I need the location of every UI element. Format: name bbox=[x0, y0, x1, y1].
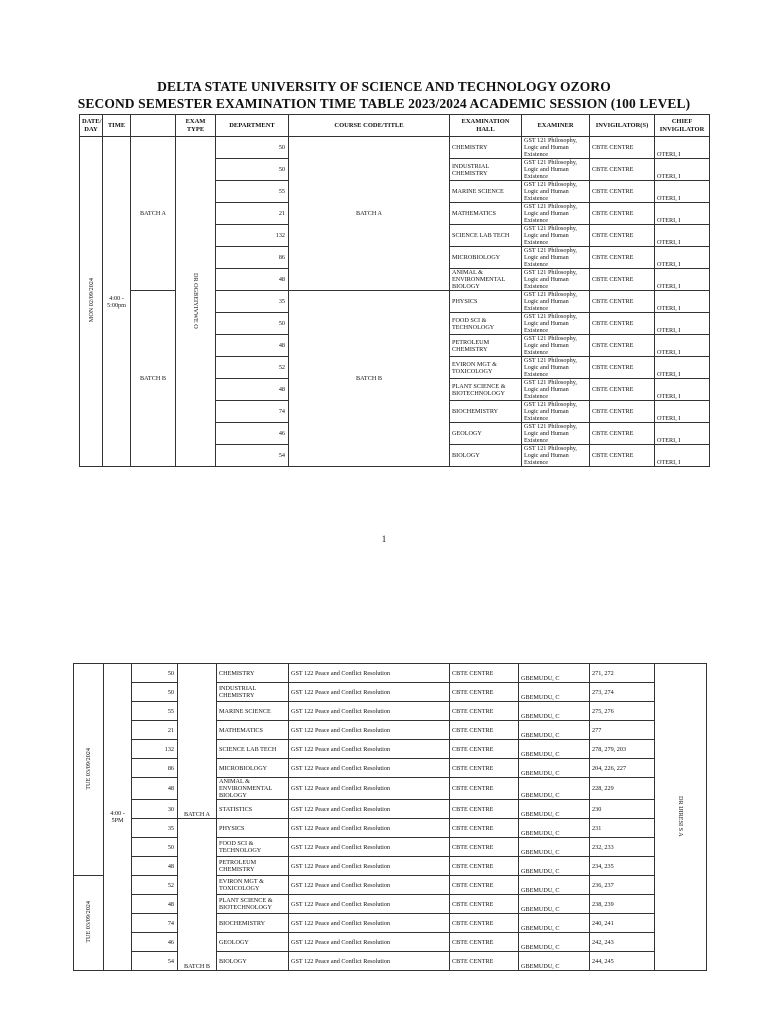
examiner-cell: GBEMUDU, C bbox=[519, 838, 590, 857]
student-count: 52 bbox=[132, 876, 178, 895]
invigilator-cell: 232, 233 bbox=[590, 838, 655, 857]
examiner-cell: GBEMUDU, C bbox=[519, 683, 590, 702]
hall-cell: CBTE CENTRE bbox=[450, 819, 519, 838]
hall-cell: CBTE CENTRE bbox=[450, 838, 519, 857]
department-cell: INDUSTRIAL CHEMISTRY bbox=[450, 159, 522, 181]
hall-cell: CBTE CENTRE bbox=[450, 721, 519, 740]
document-subtitle: SECOND SEMESTER EXAMINATION TIME TABLE 2023/2024 ACADEMIC SESSION (100 LEVEL) bbox=[77, 96, 691, 111]
department-cell: INDUSTRIAL CHEMISTRY bbox=[217, 683, 289, 702]
department-cell: BIOLOGY bbox=[217, 952, 289, 971]
student-count: 132 bbox=[132, 740, 178, 759]
date-cell-a-text: TUE 03/09/2024 bbox=[85, 747, 92, 790]
table-row bbox=[80, 291, 710, 313]
course-cell: GST 121 Philosophy, Logic and Human Existence bbox=[522, 313, 590, 335]
examiner-cell: GBEMUDU, C bbox=[519, 857, 590, 876]
time-cell bbox=[104, 664, 132, 971]
department-cell: MATHEMATICS bbox=[217, 721, 289, 740]
student-count: 50 bbox=[216, 137, 289, 159]
timetable-page1 bbox=[79, 114, 710, 467]
batch-b-cell bbox=[131, 291, 176, 467]
course-cell: GST 122 Peace and Conflict Resolution bbox=[289, 702, 450, 721]
department-cell: PHYSICS bbox=[217, 819, 289, 838]
batch-b-cell bbox=[178, 819, 217, 971]
hall-cell: CBTE CENTRE bbox=[590, 335, 655, 357]
examiner-cell: OTERI, I bbox=[655, 269, 710, 291]
course-cell: GST 121 Philosophy, Logic and Human Existence bbox=[522, 401, 590, 423]
student-count: 86 bbox=[132, 759, 178, 778]
invigilator-cell: 240, 241 bbox=[590, 914, 655, 933]
chief-invigilator-cell-text: DR OGBEIYIVWE O bbox=[192, 272, 199, 329]
course-cell: GST 121 Philosophy, Logic and Human Existence bbox=[522, 291, 590, 313]
course-cell: GST 122 Peace and Conflict Resolution bbox=[289, 800, 450, 819]
document-title: DELTA STATE UNIVERSITY OF SCIENCE AND TECHNOLOGY OZORO bbox=[157, 79, 611, 94]
invigilator-cell: 278, 279, 203 bbox=[590, 740, 655, 759]
hall-cell: CBTE CENTRE bbox=[450, 876, 519, 895]
table-row bbox=[74, 740, 707, 759]
hall-cell: CBTE CENTRE bbox=[450, 759, 519, 778]
hall-cell: CBTE CENTRE bbox=[590, 313, 655, 335]
page-number: 1 bbox=[381, 534, 387, 544]
hall-cell: CBTE CENTRE bbox=[450, 914, 519, 933]
table-row bbox=[74, 664, 707, 683]
course-cell: GST 122 Peace and Conflict Resolution bbox=[289, 778, 450, 800]
hall-cell: CBTE CENTRE bbox=[590, 203, 655, 225]
student-count: 35 bbox=[132, 819, 178, 838]
hall-cell: CBTE CENTRE bbox=[450, 857, 519, 876]
table-row bbox=[80, 137, 710, 159]
course-cell: GST 122 Peace and Conflict Resolution bbox=[289, 819, 450, 838]
student-count: 46 bbox=[132, 933, 178, 952]
table-row bbox=[74, 759, 707, 778]
examiner-cell: OTERI, I bbox=[655, 357, 710, 379]
course-cell: GST 121 Philosophy, Logic and Human Existence bbox=[522, 423, 590, 445]
examiner-cell: GBEMUDU, C bbox=[519, 800, 590, 819]
col-exam-type: EXAM TYPE bbox=[176, 115, 216, 137]
examiner-cell: OTERI, I bbox=[655, 401, 710, 423]
examiner-cell: OTERI, I bbox=[655, 379, 710, 401]
col-time: TIME bbox=[103, 115, 131, 137]
batch-a-cell bbox=[131, 137, 176, 291]
student-count: 54 bbox=[132, 952, 178, 971]
examiner-cell: OTERI, I bbox=[655, 291, 710, 313]
hall-cell: CBTE CENTRE bbox=[590, 137, 655, 159]
table-row bbox=[74, 933, 707, 952]
examiner-cell: OTERI, I bbox=[655, 335, 710, 357]
course-cell: GST 122 Peace and Conflict Resolution bbox=[289, 952, 450, 971]
table-row bbox=[74, 721, 707, 740]
department-cell: PLANT SCIENCE & BIOTECHNOLOGY bbox=[450, 379, 522, 401]
course-cell: GST 122 Peace and Conflict Resolution bbox=[289, 664, 450, 683]
department-cell: BIOCHEMISTRY bbox=[217, 914, 289, 933]
department-cell: BIOCHEMISTRY bbox=[450, 401, 522, 423]
course-cell: GST 122 Peace and Conflict Resolution bbox=[289, 683, 450, 702]
date-cell-b bbox=[74, 876, 104, 971]
invigilator-cell: 273, 274 bbox=[590, 683, 655, 702]
student-count: 21 bbox=[216, 203, 289, 225]
course-cell: GST 121 Philosophy, Logic and Human Existence bbox=[522, 335, 590, 357]
department-cell: ANIMAL & ENVIRONMENTAL BIOLOGY bbox=[217, 778, 289, 800]
student-count: 54 bbox=[216, 445, 289, 467]
department-cell: PETROLEUM CHEMISTRY bbox=[450, 335, 522, 357]
course-cell: GST 121 Philosophy, Logic and Human Existence bbox=[522, 379, 590, 401]
department-cell: MICROBIOLOGY bbox=[217, 759, 289, 778]
time-cell-text: 4:00 - 5PM bbox=[110, 810, 125, 824]
hall-cell: CBTE CENTRE bbox=[450, 702, 519, 721]
course-cell: GST 121 Philosophy, Logic and Human Existence bbox=[522, 137, 590, 159]
invigilator-cell: 244, 245 bbox=[590, 952, 655, 971]
examiner-cell: GBEMUDU, C bbox=[519, 952, 590, 971]
department-cell: SCIENCE LAB TECH bbox=[217, 740, 289, 759]
student-count: 21 bbox=[132, 721, 178, 740]
hall-cell: CBTE CENTRE bbox=[450, 664, 519, 683]
department-cell: GEOLOGY bbox=[450, 423, 522, 445]
examiner-cell: GBEMUDU, C bbox=[519, 664, 590, 683]
examiner-cell: GBEMUDU, C bbox=[519, 933, 590, 952]
examiner-cell: OTERI, I bbox=[655, 203, 710, 225]
department-cell: STATISTICS bbox=[217, 800, 289, 819]
department-cell: EVIRON MGT & TOXICOLOGY bbox=[450, 357, 522, 379]
table-row bbox=[74, 778, 707, 800]
course-cell: GST 121 Philosophy, Logic and Human Existence bbox=[522, 159, 590, 181]
col-department: DEPARTMENT bbox=[216, 115, 289, 137]
department-cell: EVIRON MGT & TOXICOLOGY bbox=[217, 876, 289, 895]
examiner-cell: OTERI, I bbox=[655, 247, 710, 269]
examiner-cell: OTERI, I bbox=[655, 225, 710, 247]
course-cell: GST 121 Philosophy, Logic and Human Existence bbox=[522, 225, 590, 247]
batch-b-cell-text: BATCH B bbox=[140, 375, 166, 382]
col-course: COURSE CODE/TITLE bbox=[289, 115, 450, 137]
hall-cell: CBTE CENTRE bbox=[590, 379, 655, 401]
invigilator-cell: 204, 226, 227 bbox=[590, 759, 655, 778]
hall-cell: CBTE CENTRE bbox=[450, 683, 519, 702]
table-row bbox=[74, 702, 707, 721]
student-count: 30 bbox=[132, 800, 178, 819]
table-row bbox=[74, 838, 707, 857]
batch-b-cell-text: BATCH B bbox=[184, 963, 210, 970]
course-cell: GST 122 Peace and Conflict Resolution bbox=[289, 838, 450, 857]
hall-cell: CBTE CENTRE bbox=[590, 423, 655, 445]
course-cell: GST 122 Peace and Conflict Resolution bbox=[289, 914, 450, 933]
course-cell: GST 121 Philosophy, Logic and Human Existence bbox=[522, 445, 590, 467]
department-cell: CHEMISTRY bbox=[450, 137, 522, 159]
student-count: 48 bbox=[216, 335, 289, 357]
hall-cell: CBTE CENTRE bbox=[590, 181, 655, 203]
hall-cell: CBTE CENTRE bbox=[450, 778, 519, 800]
course-cell: GST 122 Peace and Conflict Resolution bbox=[289, 933, 450, 952]
course-cell: GST 122 Peace and Conflict Resolution bbox=[289, 857, 450, 876]
department-cell: FOOD SCI & TECHNOLOGY bbox=[450, 313, 522, 335]
department-cell: MARINE SCIENCE bbox=[217, 702, 289, 721]
student-count: 52 bbox=[216, 357, 289, 379]
examiner-cell: GBEMUDU, C bbox=[519, 819, 590, 838]
student-count: 55 bbox=[216, 181, 289, 203]
hall-cell: CBTE CENTRE bbox=[590, 247, 655, 269]
course-cell: GST 122 Peace and Conflict Resolution bbox=[289, 721, 450, 740]
invigilator-cell: 231 bbox=[590, 819, 655, 838]
table-row bbox=[74, 857, 707, 876]
date-cell-text: MON 02/09/2024 bbox=[87, 278, 95, 323]
invigilator-cell: 230 bbox=[590, 800, 655, 819]
examiner-cell: OTERI, I bbox=[655, 423, 710, 445]
department-cell: PHYSICS bbox=[450, 291, 522, 313]
hall-cell: CBTE CENTRE bbox=[450, 952, 519, 971]
invigilator-cell: 238, 239 bbox=[590, 895, 655, 914]
department-cell: MATHEMATICS bbox=[450, 203, 522, 225]
examiner-cell: OTERI, I bbox=[655, 313, 710, 335]
student-count: 55 bbox=[132, 702, 178, 721]
invigilator-cell: 275, 276 bbox=[590, 702, 655, 721]
department-cell: PETROLEUM CHEMISTRY bbox=[217, 857, 289, 876]
batch-a-cell-text: BATCH A bbox=[356, 210, 382, 217]
table-row bbox=[74, 895, 707, 914]
col-date: DATE/ DAY bbox=[80, 115, 103, 137]
student-count: 50 bbox=[132, 664, 178, 683]
hall-cell: CBTE CENTRE bbox=[590, 401, 655, 423]
time-cell-text: 4:00 - 5:00pm bbox=[107, 294, 126, 309]
examiner-cell: GBEMUDU, C bbox=[519, 721, 590, 740]
time-cell bbox=[103, 137, 131, 467]
table-row bbox=[74, 800, 707, 819]
hall-cell: CBTE CENTRE bbox=[590, 291, 655, 313]
student-count: 48 bbox=[216, 379, 289, 401]
student-count: 50 bbox=[216, 159, 289, 181]
department-cell: BIOLOGY bbox=[450, 445, 522, 467]
examiner-cell: GBEMUDU, C bbox=[519, 740, 590, 759]
examiner-cell: GBEMUDU, C bbox=[519, 895, 590, 914]
department-cell: GEOLOGY bbox=[217, 933, 289, 952]
batch-a-cell bbox=[289, 137, 450, 291]
student-count: 50 bbox=[216, 313, 289, 335]
batch-a-cell-text: BATCH A bbox=[140, 210, 166, 217]
hall-cell: CBTE CENTRE bbox=[590, 225, 655, 247]
table-row bbox=[74, 914, 707, 933]
course-cell: GST 122 Peace and Conflict Resolution bbox=[289, 876, 450, 895]
hall-cell: CBTE CENTRE bbox=[590, 445, 655, 467]
batch-a-cell bbox=[178, 664, 217, 819]
course-cell: GST 122 Peace and Conflict Resolution bbox=[289, 895, 450, 914]
batch-b-cell-text: BATCH B bbox=[356, 375, 382, 382]
hall-cell: CBTE CENTRE bbox=[450, 895, 519, 914]
student-count: 74 bbox=[216, 401, 289, 423]
course-cell: GST 121 Philosophy, Logic and Human Existence bbox=[522, 269, 590, 291]
student-count: 74 bbox=[132, 914, 178, 933]
invigilator-cell: 242, 243 bbox=[590, 933, 655, 952]
hall-cell: CBTE CENTRE bbox=[450, 933, 519, 952]
course-cell: GST 121 Philosophy, Logic and Human Existence bbox=[522, 357, 590, 379]
table-row bbox=[74, 876, 707, 895]
student-count: 35 bbox=[216, 291, 289, 313]
department-cell: MARINE SCIENCE bbox=[450, 181, 522, 203]
table-row bbox=[74, 819, 707, 838]
course-cell: GST 121 Philosophy, Logic and Human Existence bbox=[522, 247, 590, 269]
hall-cell: CBTE CENTRE bbox=[590, 357, 655, 379]
hall-cell: CBTE CENTRE bbox=[450, 800, 519, 819]
student-count: 50 bbox=[132, 683, 178, 702]
department-cell: SCIENCE LAB TECH bbox=[450, 225, 522, 247]
department-cell: ANIMAL & ENVIRONMENTAL BIOLOGY bbox=[450, 269, 522, 291]
examiner-cell: OTERI, I bbox=[655, 445, 710, 467]
chief-invigilator-cell bbox=[176, 137, 216, 467]
student-count: 86 bbox=[216, 247, 289, 269]
examiner-cell: OTERI, I bbox=[655, 181, 710, 203]
course-cell: GST 121 Philosophy, Logic and Human Existence bbox=[522, 181, 590, 203]
batch-a-cell-text: BATCH A bbox=[184, 811, 210, 818]
student-count: 46 bbox=[216, 423, 289, 445]
department-cell: FOOD SCI & TECHNOLOGY bbox=[217, 838, 289, 857]
chief-invigilator-cell-text: DR IJIRESI S A bbox=[677, 795, 684, 837]
invigilator-cell: 234, 235 bbox=[590, 857, 655, 876]
col-chief: CHIEF INVIGILATOR bbox=[655, 115, 710, 137]
course-cell: GST 122 Peace and Conflict Resolution bbox=[289, 759, 450, 778]
invigilator-cell: 236, 237 bbox=[590, 876, 655, 895]
examiner-cell: GBEMUDU, C bbox=[519, 778, 590, 800]
student-count: 132 bbox=[216, 225, 289, 247]
student-count: 50 bbox=[132, 838, 178, 857]
examiner-cell: GBEMUDU, C bbox=[519, 876, 590, 895]
student-count: 48 bbox=[132, 895, 178, 914]
course-cell: GST 122 Peace and Conflict Resolution bbox=[289, 740, 450, 759]
date-cell-a bbox=[74, 664, 104, 876]
examiner-cell: GBEMUDU, C bbox=[519, 914, 590, 933]
chief-invigilator-cell bbox=[655, 664, 707, 971]
examiner-cell: GBEMUDU, C bbox=[519, 702, 590, 721]
col-examiner: EXAMINER bbox=[522, 115, 590, 137]
table-row bbox=[74, 683, 707, 702]
examiner-cell: GBEMUDU, C bbox=[519, 759, 590, 778]
examiner-cell: OTERI, I bbox=[655, 159, 710, 181]
course-cell: GST 121 Philosophy, Logic and Human Existence bbox=[522, 203, 590, 225]
student-count: 48 bbox=[216, 269, 289, 291]
hall-cell: CBTE CENTRE bbox=[590, 159, 655, 181]
col-invigilators: INVIGILATOR(S) bbox=[590, 115, 655, 137]
department-cell: PLANT SCIENCE & BIOTECHNOLOGY bbox=[217, 895, 289, 914]
date-cell-b-text: TUE 03/09/2024 bbox=[85, 901, 92, 943]
table-row bbox=[74, 952, 707, 971]
department-cell: MICROBIOLOGY bbox=[450, 247, 522, 269]
col-hall: EXAMINATION HALL bbox=[450, 115, 522, 137]
batch-b-cell bbox=[289, 291, 450, 467]
examiner-cell: OTERI, I bbox=[655, 137, 710, 159]
invigilator-cell: 277 bbox=[590, 721, 655, 740]
invigilator-cell: 271, 272 bbox=[590, 664, 655, 683]
col-count bbox=[131, 115, 176, 137]
timetable-page2 bbox=[73, 663, 707, 971]
hall-cell: CBTE CENTRE bbox=[590, 269, 655, 291]
hall-cell: CBTE CENTRE bbox=[450, 740, 519, 759]
student-count: 48 bbox=[132, 778, 178, 800]
date-cell bbox=[80, 137, 103, 467]
student-count: 48 bbox=[132, 857, 178, 876]
department-cell: CHEMISTRY bbox=[217, 664, 289, 683]
invigilator-cell: 228, 229 bbox=[590, 778, 655, 800]
